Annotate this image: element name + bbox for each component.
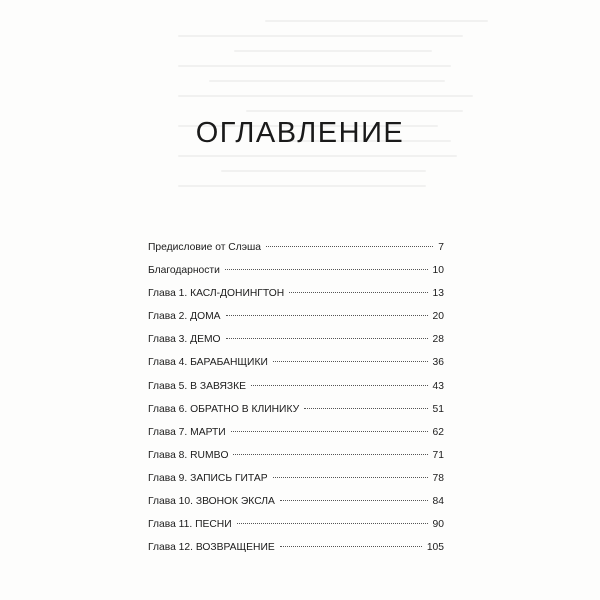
toc-entry-label: Глава 10. ЗВОНОК ЭКСЛА [148, 496, 275, 508]
dot-leader [251, 385, 428, 386]
toc-entry-label: Глава 6. ОБРАТНО В КЛИНИКУ [148, 403, 300, 415]
dot-leader [273, 477, 428, 478]
dot-leader [233, 454, 427, 455]
toc-entry[interactable] [148, 265, 444, 288]
toc-entry-label: Благодарности [148, 265, 220, 277]
toc-entry-label: Глава 9. ЗАПИСЬ ГИТАР [148, 472, 268, 484]
dot-leader [289, 292, 427, 293]
dot-leader [237, 523, 428, 524]
toc-entry-label: Глава 7. МАРТИ [148, 426, 226, 438]
toc-entry[interactable] [148, 427, 444, 450]
toc-entry[interactable] [148, 311, 444, 334]
toc-page-number: 36 [432, 357, 444, 369]
toc-entry[interactable] [148, 404, 444, 427]
dot-leader [231, 431, 428, 432]
toc-entry-label: Глава 11. ПЕСНИ [148, 519, 232, 531]
table-of-contents [148, 242, 444, 565]
toc-page-number: 78 [432, 472, 444, 484]
toc-entry[interactable] [148, 473, 444, 496]
dot-leader [226, 338, 428, 339]
toc-entry[interactable] [148, 242, 444, 265]
dot-leader [273, 361, 428, 362]
toc-entry-label: Глава 8. RUMBO [148, 449, 229, 461]
dot-leader [280, 500, 428, 501]
page-title: ОГЛАВЛЕНИЕ [195, 117, 405, 149]
dot-leader [280, 546, 422, 547]
toc-entry-label: Глава 1. КАСЛ-ДОНИНГТОН [148, 288, 285, 300]
dot-leader [266, 246, 433, 247]
toc-entry[interactable] [148, 334, 444, 357]
dot-leader [226, 315, 428, 316]
toc-page-number: 71 [432, 449, 444, 461]
toc-page-number: 43 [432, 380, 444, 392]
toc-entry[interactable] [148, 519, 444, 542]
toc-page-number: 28 [432, 334, 444, 346]
toc-entry-label: Глава 4. БАРАБАНЩИКИ [148, 357, 268, 369]
toc-entry-label: Предисловие от Слэша [148, 242, 261, 253]
dot-leader [304, 408, 427, 409]
toc-entry[interactable] [148, 450, 444, 473]
toc-entry-label: Глава 5. В ЗАВЯЗКЕ [148, 380, 246, 392]
toc-entry[interactable] [148, 381, 444, 404]
toc-page-number: 105 [426, 542, 444, 554]
toc-entry-label: Глава 3. ДЕМО [148, 334, 221, 346]
toc-entry[interactable] [148, 542, 444, 565]
toc-entry[interactable] [148, 357, 444, 380]
toc-page-number: 13 [432, 288, 444, 300]
toc-page-number: 7 [438, 242, 444, 253]
toc-entry-label: Глава 2. ДОМА [148, 311, 221, 323]
toc-page-number: 84 [432, 496, 444, 508]
toc-page-number: 20 [432, 311, 444, 323]
toc-page-number: 62 [432, 426, 444, 438]
toc-entry[interactable] [148, 288, 444, 311]
toc-entry-label: Глава 12. ВОЗВРАЩЕНИЕ [148, 542, 275, 554]
toc-entry[interactable] [148, 496, 444, 519]
dot-leader [225, 269, 428, 270]
toc-page-number: 51 [432, 403, 444, 415]
toc-page-number: 10 [432, 265, 444, 277]
toc-page-number: 90 [432, 519, 444, 531]
